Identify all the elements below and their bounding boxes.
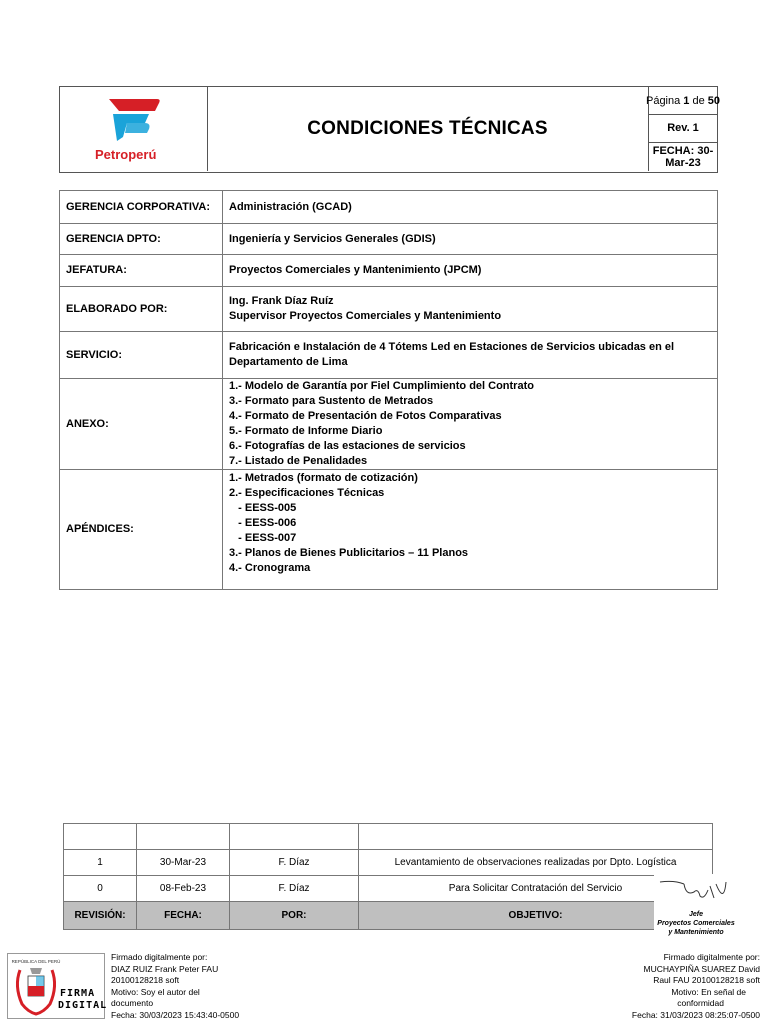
info-value: 1.- Metrados (formato de cotización) 2.- Especificaciones Técnicas - EESS-005 - EESS-006 - EESS-007 3.- Planos de Bienes Publicitarios – 11 Planos 4.- Cronograma <box>223 470 718 590</box>
info-row <box>60 191 718 224</box>
svg-text:REPÚBLICA DEL PERÚ: REPÚBLICA DEL PERÚ <box>11 959 61 964</box>
document-title: CONDICIONES TÉCNICAS <box>207 87 649 171</box>
stamp-line: y Mantenimiento <box>668 929 724 936</box>
info-value: 1.- Modelo de Garantía por Fiel Cumplimiento del Contrato 3.- Formato para Sustento de Metrados 4.- Formato de Presentación de Fotos Comparativas 5.- Formato de Informe Diario 6.- Fotografías de las estaciones de servicios 7.- Listado de Penalidades <box>223 379 718 470</box>
info-value: Proyectos Comerciales y Mantenimiento (JPCM) <box>223 255 718 287</box>
page-number: Página 1 de 50 <box>649 87 717 115</box>
table-row: 1 30-Mar-23 F. Díaz Levantamiento de observaciones realizadas por Dpto. Logística <box>64 850 713 876</box>
table-header-row: REVISIÓN: FECHA: POR: OBJETIVO: <box>64 902 713 930</box>
document-header <box>59 86 721 173</box>
date-label: FECHA: 30-Mar-23 <box>652 144 714 169</box>
firma-digital-seal <box>7 953 108 1019</box>
info-key: ELABORADO POR: <box>60 287 223 332</box>
info-key: JEFATURA: <box>60 255 223 287</box>
info-value: Fabricación e Instalación de 4 Tótems Led en Estaciones de Servicios ubicadas en el Departamento de Lima <box>223 332 718 379</box>
info-key: GERENCIA DPTO: <box>60 224 223 255</box>
peru-coat-of-arms-icon <box>10 956 62 1018</box>
info-table <box>59 190 718 590</box>
digital-signature-left: Firmado digitalmente por: DIAZ RUIZ Frank Peter FAU 20100128218 soft Motivo: Soy el autor del documento Fecha: 30/03/2023 15:43:40-0500 <box>111 952 240 1020</box>
revision-label: Rev. 1 <box>649 114 717 143</box>
info-key: ANEXO: <box>60 379 223 470</box>
info-value: Administración (GCAD) <box>223 191 718 224</box>
info-value: Ingeniería y Servicios Generales (GDIS) <box>223 224 718 255</box>
info-row <box>60 379 718 470</box>
stamp-line: Proyectos Comerciales <box>657 920 735 927</box>
seal-firma: FIRMA <box>60 988 96 999</box>
petroperu-logo-icon <box>105 97 161 147</box>
info-row <box>60 287 718 332</box>
info-key: GERENCIA CORPORATIVA: <box>60 191 223 224</box>
handwritten-signature-icon <box>654 874 738 910</box>
table-row <box>64 824 713 850</box>
info-row <box>60 470 718 590</box>
info-key: APÉNDICES: <box>60 470 223 590</box>
approval-stamp <box>654 874 738 946</box>
info-key: SERVICIO: <box>60 332 223 379</box>
logo-text: Petroperú <box>95 147 157 162</box>
info-row <box>60 224 718 255</box>
table-row: 0 08-Feb-23 F. Díaz Para Solicitar Contratación del Servicio <box>64 876 713 902</box>
info-row <box>60 255 718 287</box>
digital-signature-right: Firmado digitalmente por: MUCHAYPIÑA SUAREZ David Raul FAU 20100128218 soft Motivo: En señal de conformidad Fecha: 31/03/2023 08:25:07-0500 <box>631 952 760 1020</box>
info-row <box>60 332 718 379</box>
logo-cell <box>60 87 208 171</box>
seal-digital: DIGITAL <box>58 1000 108 1011</box>
info-value: Ing. Frank Díaz Ruíz Supervisor Proyectos Comerciales y Mantenimiento <box>223 287 718 332</box>
stamp-title: Jefe <box>688 911 703 918</box>
revision-table <box>63 823 713 930</box>
